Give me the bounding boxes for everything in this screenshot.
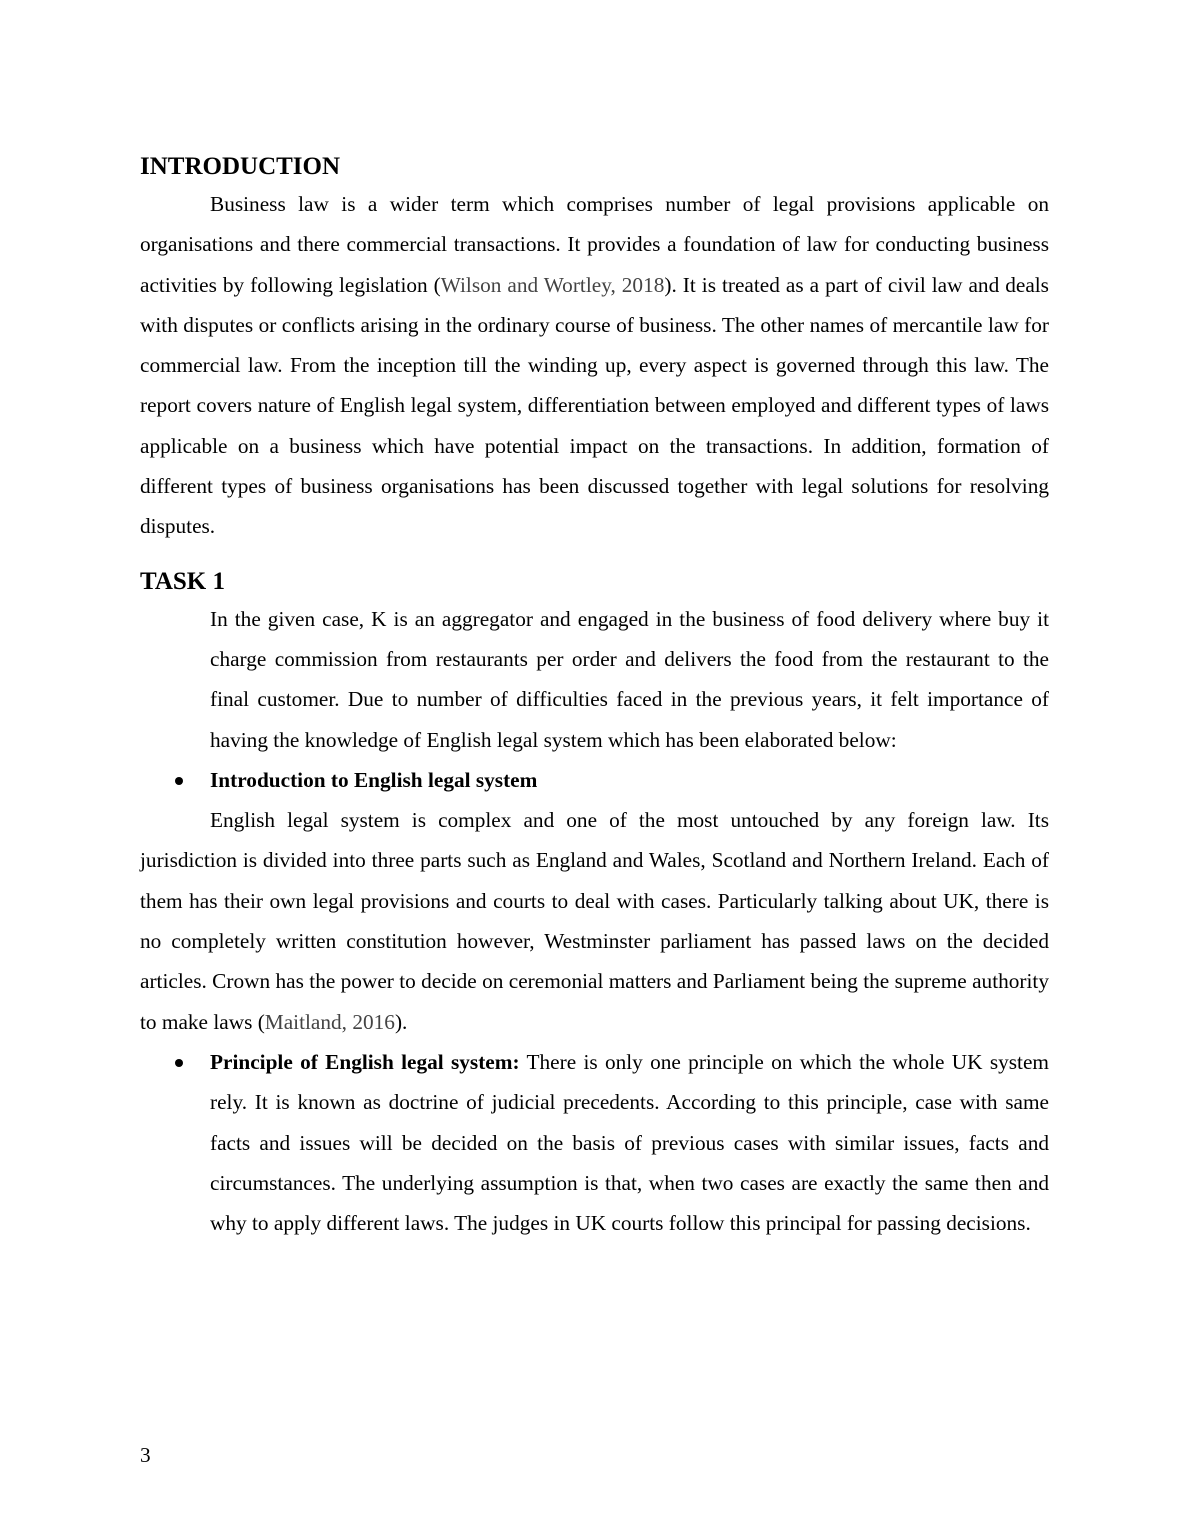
bullet-dot-icon [175, 777, 183, 785]
document-page [140, 150, 1049, 1243]
intro-text-a: Business law is a wider term which comprises number of legal provisions applicable on organisations and there commercial transactions. It provides a foundation of law for conducting business activities by following legislation ( [140, 192, 1049, 297]
bullet-dot-icon [175, 1059, 183, 1067]
introduction-heading: INTRODUCTION [140, 153, 341, 180]
introduction-paragraph [140, 184, 1049, 547]
task1-heading: TASK 1 [140, 567, 225, 595]
intro-text-b: ). It is treated as a part of civil law and deals with disputes or conflicts arising in the ordinary course of business. The other names of mercantile law for commercial law. From the inception till the winding up, every aspect is governed through this law. The report covers nature of English legal system, differentiation between employed and different types of laws applicable on a business which have potential impact on the transactions. In addition, formation of different types of business organisations has been discussed together with legal solutions for resolving disputes. [140, 272, 1049, 539]
bullet-principle-legal-system [140, 1042, 1049, 1243]
bullet-title: Introduction to English legal system [210, 767, 538, 792]
task1-case-paragraph: In the given case, K is an aggregator and engaged in the business of food delivery where buy it charge commission from restaurants per order and delivers the food from the restaurant to the final customer. Due to number of difficulties faced in the previous years, it felt importance of having the knowledge of English legal system which has been elaborated below: [210, 606, 1049, 752]
bullet-text: There is only one principle on which the whole UK system rely. It is known as doctrine of judicial precedents. According to this principle, case with same facts and issues will be decided on the basis of previous cases with similar issues, facts and circumstances. The underlying assumption is that, when two cases are exactly the same then and why to apply different laws. The judges in UK courts follow this principal for passing decisions. [210, 1049, 1049, 1236]
bullet-intro-legal-system [140, 760, 1049, 800]
legal-system-text-a: English legal system is complex and one of the most untouched by any foreign law. Its jurisdiction is divided into three parts such as England and Wales, Scotland and Northern Ireland. Each of them has their own legal provisions and courts to deal with cases. Particularly talking about UK, there is no completely written constitution however, Westminster parliament has passed laws on the decided articles. Crown has the power to decide on ceremonial matters and Parliament being the supreme authority to make laws ( [140, 808, 1049, 1034]
citation-maitland: Maitland, 2016 [264, 1009, 395, 1034]
legal-system-paragraph [140, 800, 1049, 1042]
citation-wilson-wortley: Wilson and Wortley, 2018 [440, 272, 665, 297]
bullet-title: Principle of English legal system: [210, 1049, 520, 1074]
page-number: 3 [140, 1443, 151, 1467]
legal-system-text-b: ). [394, 1009, 408, 1034]
